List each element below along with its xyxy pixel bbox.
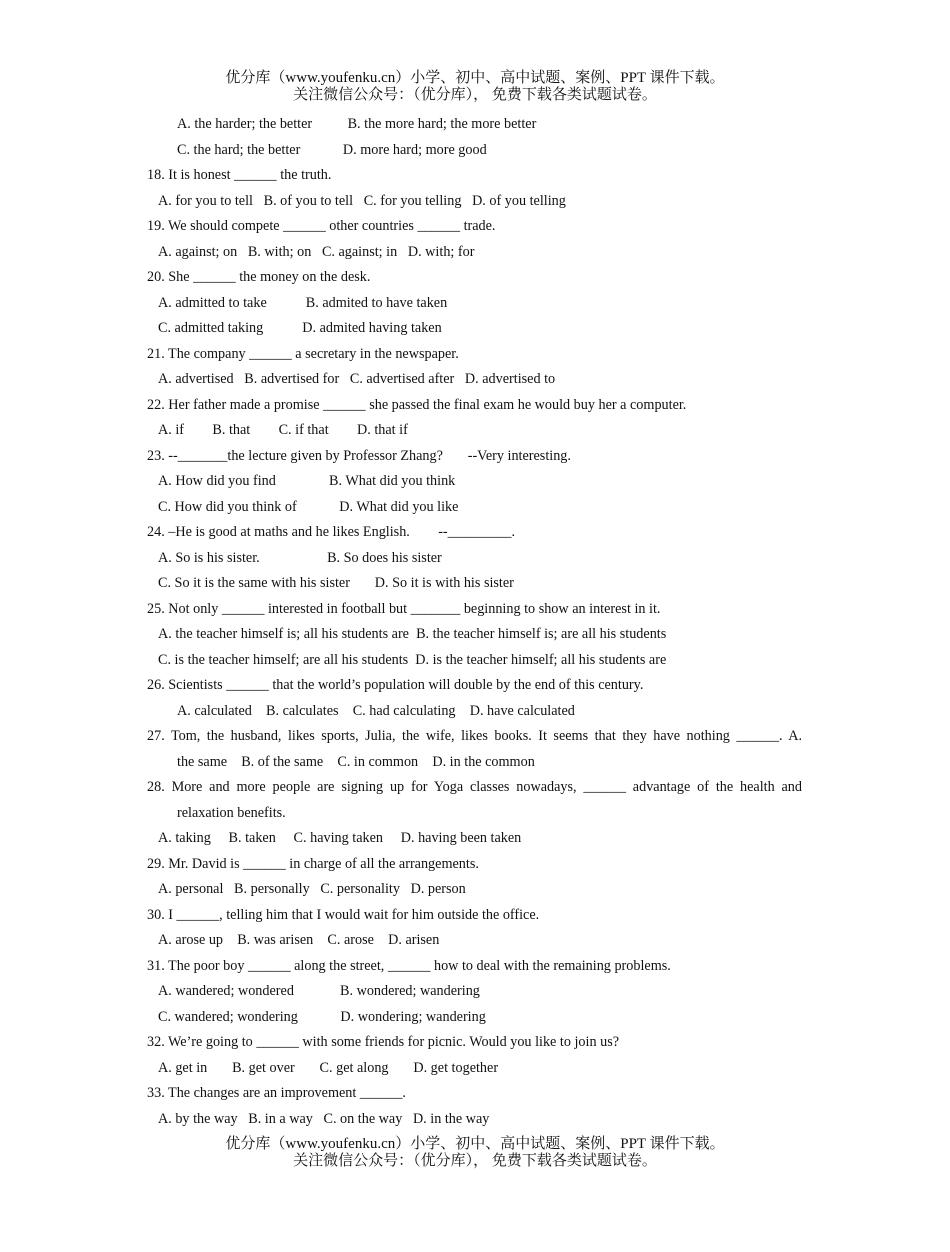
option-line: C. is the teacher himself; are all his students D. is the teacher himself; all his students are (158, 651, 667, 668)
option-line: C. the hard; the better D. more hard; more good (177, 141, 487, 158)
option-line: A. get in B. get over C. get along D. get together (158, 1059, 499, 1076)
option-line: C. How did you think of D. What did you like (158, 498, 459, 515)
footer-line-1: 优分库（www.youfenku.cn）小学、初中、高中试题、案例、PPT 课件下载。 (225, 1136, 725, 1152)
option-line: A. the teacher himself is; all his students are B. the teacher himself is; are all his students (158, 626, 667, 642)
option-line: the same B. of the same C. in common D. in the common (177, 753, 535, 770)
footer-line-2: 关注微信公众号：（优分库）， 免费下载各类试题试卷。 (293, 1153, 657, 1169)
question-line: 32. We’re going to ______ with some friends for picnic. Would you like to join us? (147, 1034, 620, 1050)
option-line: A. admitted to take B. admited to have taken (158, 294, 448, 311)
option-line: C. wandered; wondering D. wondering; wandering (158, 1008, 486, 1025)
question-line: 30. I ______, telling him that I would wait for him outside the office. (147, 906, 540, 923)
question-line: 28. More and more people are signing up for Yoga classes nowadays, ______ advantage of the health and (147, 779, 802, 795)
option-line: A. for you to tell B. of you to tell C. for you telling D. of you telling (158, 192, 566, 209)
question-line: 31. The poor boy ______ along the street, ______ how to deal with the remaining problems. (147, 957, 671, 974)
option-line: A. by the way B. in a way C. on the way D. in the way (158, 1110, 490, 1127)
question-line: 26. Scientists ______ that the world’s population will double by the end of this century. (147, 677, 644, 693)
question-line: 24. –He is good at maths and he likes English. --_________. (147, 524, 516, 540)
question-line: 25. Not only ______ interested in football but _______ beginning to show an interest in it. (147, 600, 661, 617)
option-line: C. admitted taking D. admited having taken (158, 320, 442, 336)
header-line-1: 优分库（www.youfenku.cn）小学、初中、高中试题、案例、PPT 课件下载。 (225, 70, 725, 86)
option-line: A. wandered; wondered B. wondered; wandering (158, 983, 480, 999)
question-line: 33. The changes are an improvement ______. (147, 1085, 406, 1101)
page-footer (0, 1136, 950, 1170)
option-line: A. How did you find B. What did you think (158, 473, 456, 489)
option-line: A. the harder; the better B. the more hard; the more better (177, 116, 537, 132)
page-header (0, 70, 950, 104)
question-line: 23. --_______the lecture given by Professor Zhang? --Very interesting. (147, 447, 571, 464)
option-line: A. taking B. taken C. having taken D. having been taken (158, 830, 522, 846)
option-line: A. advertised B. advertised for C. advertised after D. advertised to (158, 371, 556, 387)
option-line: A. personal B. personally C. personality D. person (158, 881, 466, 897)
option-line: A. arose up B. was arisen C. arose D. arisen (158, 932, 440, 948)
option-line: C. So it is the same with his sister D. So it is with his sister (158, 575, 514, 591)
question-line: 27. Tom, the husband, likes sports, Julia, the wife, likes books. It seems that they have nothing ______. A. (147, 728, 802, 744)
option-line: A. calculated B. calculates C. had calculating D. have calculated (177, 702, 575, 719)
exam-questions (147, 112, 802, 1132)
question-line: 19. We should compete ______ other countries ______ trade. (147, 218, 496, 234)
question-line: 18. It is honest ______ the truth. (147, 167, 332, 183)
option-line: A. if B. that C. if that D. that if (158, 422, 408, 438)
option-line: A. against; on B. with; on C. against; in D. with; for (158, 243, 475, 260)
question-line: 20. She ______ the money on the desk. (147, 269, 371, 285)
question-line: 22. Her father made a promise ______ she passed the final exam he would buy her a computer. (147, 396, 687, 413)
question-line: 21. The company ______ a secretary in the newspaper. (147, 345, 459, 362)
option-line: relaxation benefits. (177, 804, 286, 821)
header-line-2: 关注微信公众号：（优分库）， 免费下载各类试题试卷。 (293, 87, 657, 103)
question-line: 29. Mr. David is ______ in charge of all the arrangements. (147, 855, 479, 872)
option-line: A. So is his sister. B. So does his sister (158, 549, 442, 566)
